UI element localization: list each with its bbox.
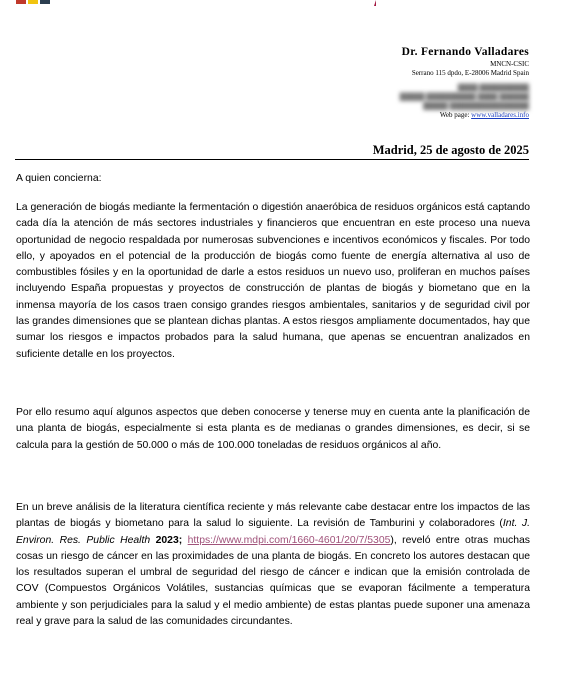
web-link[interactable]: www.valladares.info — [471, 111, 529, 119]
sdg-wheel-logo — [356, 0, 396, 8]
journal-name: Int. J. Environ. Res. Public Health — [16, 518, 530, 546]
web-page-line — [400, 111, 529, 120]
address: Serrano 115 dpdo, E-28006 Madrid Spain — [411, 69, 529, 77]
citation-link[interactable]: https://www.mdpi.com/1660-4601/20/7/5305 — [187, 534, 391, 546]
paragraph-2: Por ello resumo aquí algunos aspectos que deben conocerse y tenerse muy en cuenta ante la planificación de una planta de biogás, especialmente si esta planta es de medianas o grandes dimensiones, es decir, si se calcula para la gestión de 50.000 o más de 100.000 toneladas de residuos orgánicos al año. — [16, 407, 530, 451]
header-divider — [15, 159, 529, 160]
institution-logo — [16, 0, 54, 4]
redacted-contact-3: █████ ████████████████ — [423, 102, 529, 110]
paragraph-1: La generación de biogás mediante la fermentación o digestión anaeróbica de residuos orgánicos está captando cada día la atención de más sectores industriales y financieros que encuentran en este proceso una nueva oportunidad de negocio respaldada por numerosas subvenciones e incentivos económicos y fiscales. Por todo ello, y apoyados en el potencial de la producción de biogás como fuente de energía alternativa al uso de combustibles fósiles y en la oportunidad de darle a estos residuos un nuevo uso, proliferan en muchos países incluyendo España propuestas y proyectos de construcción de plantas de biogás y biometano que en la inmensa mayoría de los casos traen consigo grandes riesgos ambientales, sanitarios y de seguridad civil por las grandes dimensiones que se plantean dichas plantas. A estos riesgos ampliamente documentados, hay que sumar los riesgos e impactos probados para la salud humana, que apenas se encuentran analizados en suficiente detalle en los proyectos. — [16, 202, 530, 360]
date-line: Madrid, 25 de agosto de 2025 — [372, 143, 529, 157]
journal-year: 2023; — [155, 534, 183, 546]
paragraph-3 — [16, 500, 530, 630]
redacted-contact-1: ████ ██████████ — [457, 84, 529, 92]
web-label: Web page: — [439, 111, 470, 119]
letterhead — [400, 46, 529, 120]
author-name: Dr. Fernando Valladares — [401, 46, 529, 58]
paragraph-3-body: ), reveló entre otras muchas cosas un riesgo de cáncer en las proximidades de una planta de biogás. En concreto los autores destacan que los resultados superan el umbral de seguridad del riesgo de cáncer e indican que la emisión controlada de COV (Compuestos Orgánicos Volátiles, sustancias químicas que se evaporan fácilmente a temperatura ambiente y son perjudiciales para la salud y el medio ambiente) de estas plantas puede suponer una amenaza real y grave para la salud de las comunidades circundantes. — [16, 534, 530, 628]
paragraph-3-intro: En un breve análisis de la literatura científica reciente y más relevante cabe destacar entre los impactos de las plantas de biogás y biometano para la salud lo siguiente. La revisión de Tamburini y colaboradores ( — [16, 502, 530, 530]
redacted-contact-2: █████ ██████████ ████ ██████ — [399, 93, 529, 101]
salutation: A quien concierna: — [16, 173, 102, 184]
institution: MNCN-CSIC — [490, 60, 529, 68]
